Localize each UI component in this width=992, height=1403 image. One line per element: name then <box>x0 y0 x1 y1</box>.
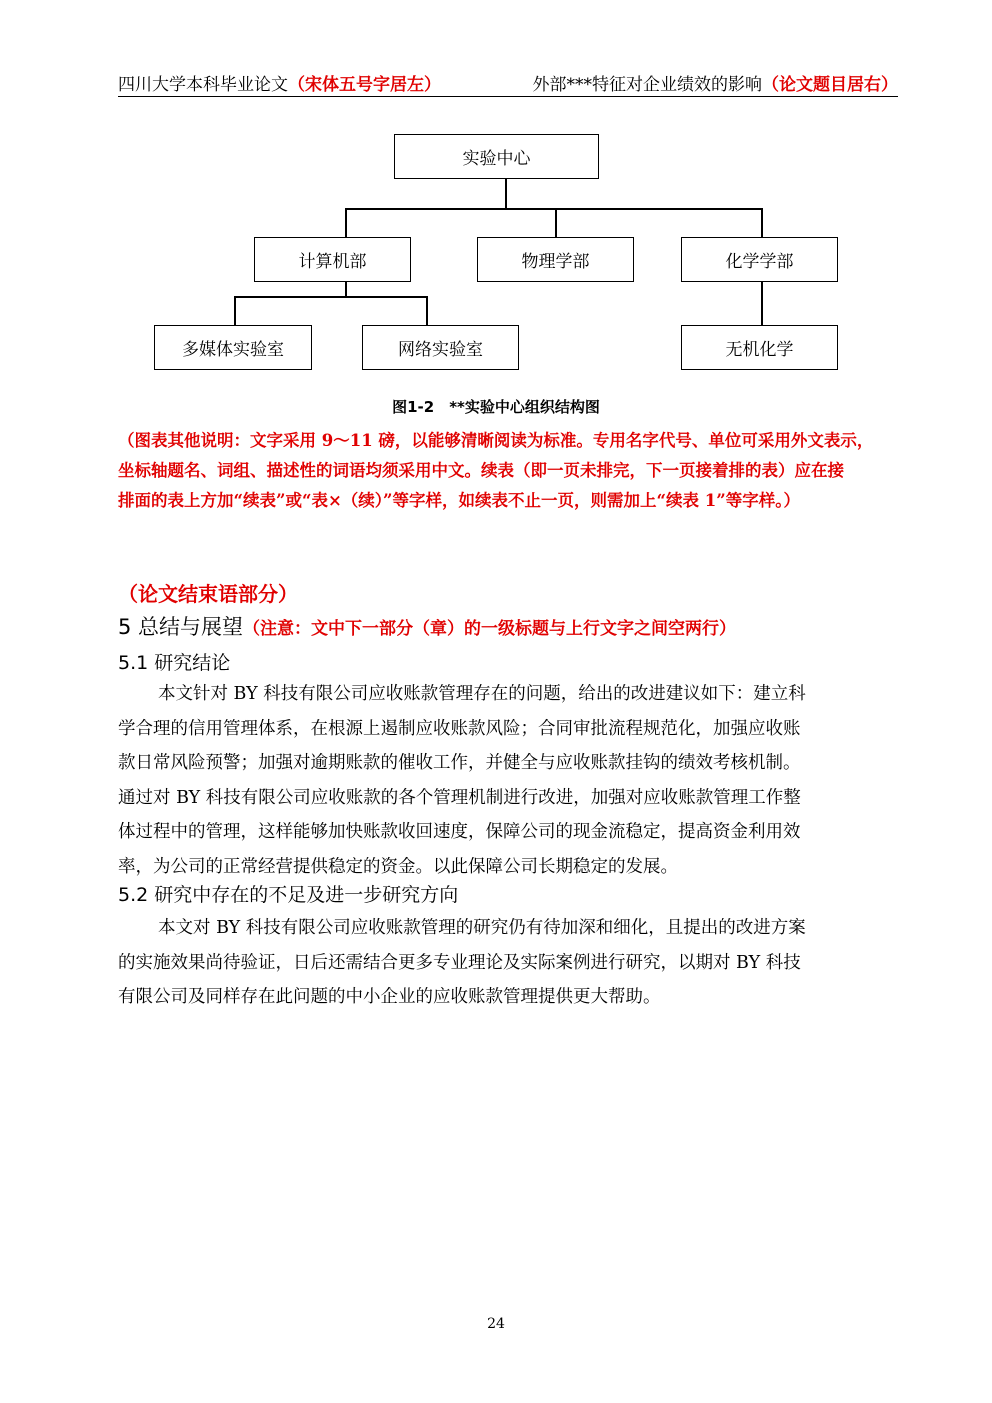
paragraph-line: 有限公司及同样存在此问题的中小企业的应收账款管理提供更大帮助。 <box>118 987 661 1007</box>
header-thesis-title: 外部***特征对企业绩效的影响 <box>532 75 762 95</box>
figure-caption: 图1-2 **实验中心组织结构图 <box>392 398 600 416</box>
header-right <box>533 70 899 95</box>
connector-line <box>761 282 763 326</box>
running-header <box>118 70 898 97</box>
header-school-title: 四川大学本科毕业论文 <box>118 75 288 95</box>
page-number: 24 <box>487 1316 505 1332</box>
chapter-note: （注意：文中下一部分（章）的一级标题与上行文字之间空两行） <box>243 619 737 639</box>
figure-note <box>118 426 903 516</box>
section-heading: 5.2 研究中存在的不足及进一步研究方向 <box>118 884 459 906</box>
paragraph-line: 学合理的信用管理体系，在根源上遏制应收账款风险；合同审批流程规范化，加强应收账 <box>118 718 801 739</box>
paragraph-line: 的实施效果尚待验证，日后还需结合更多专业理论及实际案例进行研究，以期对 BY 科技 <box>118 952 801 973</box>
org-dept-box-computer: 计算机部 <box>254 237 411 282</box>
paragraph-line: 本文对 BY 科技有限公司应收账款管理的研究仍有待加深和细化，且提出的改进方案 <box>158 918 806 938</box>
header-left <box>118 70 441 95</box>
org-lab-box-multimedia: 多媒体实验室 <box>154 325 312 370</box>
connector-line <box>345 208 347 238</box>
paragraph-line: 体过程中的管理，这样能够加快账款收回速度，保障公司的现金流稳定，提高资金利用效 <box>118 822 801 842</box>
paragraph-line: 款日常风险预警；加强对逾期账款的催收工作，并健全与应收账款挂钩的绩效考核机制。 <box>118 753 801 773</box>
connector-line <box>555 208 557 238</box>
figure-note-line: （图表其他说明：文字采用 9～11 磅，以能够清晰阅读为标准。专用名字代号、单位可采用外文表示， <box>118 431 874 450</box>
section-body <box>118 911 898 1015</box>
connector-line <box>345 208 762 210</box>
section-heading: 5.1 研究结论 <box>118 652 231 674</box>
connector-line <box>234 296 236 326</box>
org-lab-box-network: 网络实验室 <box>362 325 519 370</box>
header-left-note: （宋体五号字居左） <box>288 75 441 95</box>
connector-line <box>505 179 507 209</box>
chapter-title: 5 总结与展望 <box>118 615 244 639</box>
org-dept-box-chemistry: 化学学部 <box>681 237 838 282</box>
figure-note-line: 排面的表上方加“续表”或“表×（续）”等字样，如续表不止一页，则需加上“续表 1”等字样。） <box>118 491 800 510</box>
org-root-box: 实验中心 <box>394 134 599 179</box>
ending-section-label: （论文结束语部分） <box>118 582 298 606</box>
connector-line <box>345 282 347 297</box>
figure-note-line: 坐标轴题名、词组、描述性的词语均须采用中文。续表（即一页未排完，下一页接着排的表）应在接 <box>118 461 844 480</box>
connector-line <box>234 296 427 298</box>
org-lab-box-inorganic: 无机化学 <box>681 325 838 370</box>
paragraph-line: 通过对 BY 科技有限公司应收账款的各个管理机制进行改进，加强对应收账款管理工作整 <box>118 787 801 808</box>
header-right-note: （论文题目居右） <box>762 75 898 95</box>
chapter-heading <box>118 611 736 641</box>
org-dept-box-physics: 物理学部 <box>477 237 634 282</box>
connector-line <box>426 296 428 326</box>
connector-line <box>761 208 763 238</box>
paragraph-line: 本文针对 BY 科技有限公司应收账款管理存在的问题，给出的改进建议如下：建立科 <box>158 684 806 704</box>
section-body <box>118 677 898 884</box>
paragraph-line: 率，为公司的正常经营提供稳定的资金。以此保障公司长期稳定的发展。 <box>118 856 678 877</box>
